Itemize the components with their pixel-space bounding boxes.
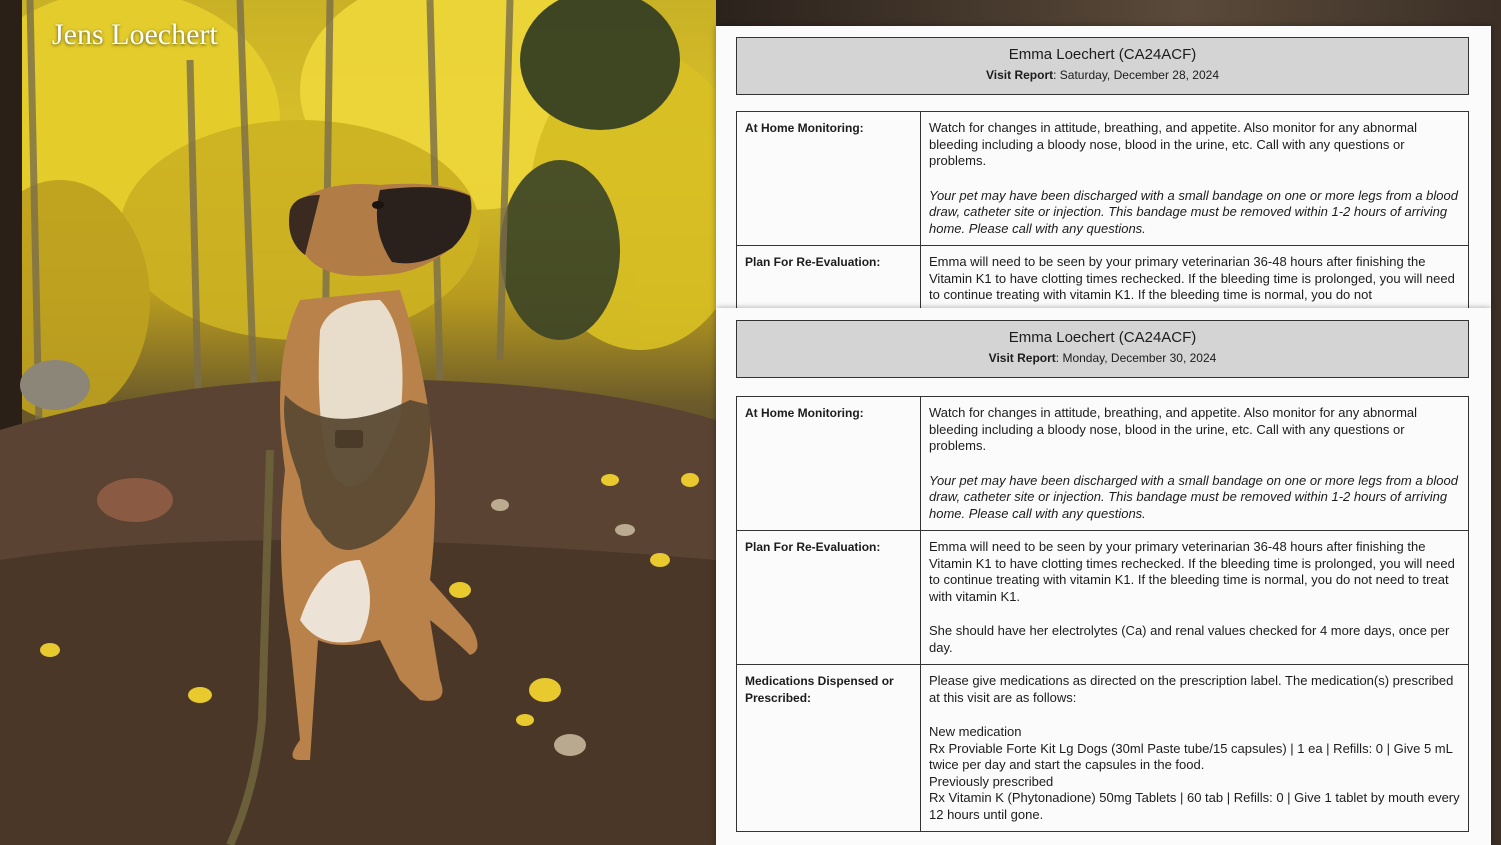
row-label-plan: Plan For Re-Evaluation:	[737, 531, 921, 665]
row-content-plan	[921, 246, 1469, 309]
new-medication-item: Rx Proviable Forte Kit Lg Dogs (30ml Paste tube/15 capsules) | 1 ea | Refills: 0 | Give 5 mL twice per day and start the capsules in the food.	[929, 740, 1453, 772]
row-label-medications: Medications Dispensed or Prescribed:	[737, 665, 921, 832]
table-row	[737, 397, 1469, 531]
photo-credit: Jens Loechert	[52, 18, 218, 51]
row-content-home-monitoring	[921, 112, 1469, 246]
new-medication-heading: New medication	[929, 724, 1022, 739]
visit-report-second	[716, 308, 1491, 845]
bandage-paragraph: Your pet may have been discharged with a small bandage on one or more legs from a blood draw, catheter site or injection. This bandage must be removed within 1-2 hours of arriving home. Please call with any questions.	[929, 187, 1458, 236]
plan-paragraph: Emma will need to be seen by your primary veterinarian 36-48 hours after finishing the Vitamin K1 to have clotting times rechecked. If the bleeding time is prolonged, you will need to continue treating with vitamin K1. If the bleeding time is normal, you do not need to treat with vitamin K1.	[929, 539, 1455, 604]
table-row	[737, 531, 1469, 665]
medications-intro: Please give medications as directed on the prescription label. The medication(s) prescribed at this visit are as follows:	[929, 673, 1454, 705]
table-row	[737, 112, 1469, 246]
row-content-plan	[921, 531, 1469, 665]
photo-illustration	[0, 0, 716, 845]
table-row	[737, 246, 1469, 309]
row-content-medications	[921, 665, 1469, 832]
electrolytes-paragraph: She should have her electrolytes (Ca) and renal values checked for 4 more days, once per day.	[929, 623, 1450, 655]
plan-paragraph: Emma will need to be seen by your primary veterinarian 36-48 hours after finishing the Vitamin K1 to have clotting times rechecked. If the bleeding time is prolonged, you will need to continue treating with vitamin K1. If the bleeding time is normal, you do not	[929, 254, 1455, 302]
row-label-home-monitoring: At Home Monitoring:	[737, 397, 921, 531]
dog-photo	[0, 0, 716, 845]
report-header	[736, 37, 1469, 95]
row-content-home-monitoring	[921, 397, 1469, 531]
home-paragraph: Watch for changes in attitude, breathing, and appetite. Also monitor for any abnormal bleeding including a bloody nose, blood in the urine, etc. Call with any questions or problems.	[929, 405, 1418, 453]
row-label-home-monitoring: At Home Monitoring:	[737, 112, 921, 246]
row-label-plan: Plan For Re-Evaluation:	[737, 246, 921, 309]
report-table	[736, 396, 1469, 832]
visit-report-first	[716, 26, 1491, 308]
patient-name: Emma Loechert (CA24ACF)	[1008, 46, 1197, 63]
bandage-paragraph: Your pet may have been discharged with a small bandage on one or more legs from a blood draw, catheter site or injection. This bandage must be removed within 1-2 hours of arriving home. Please call with any questions.	[929, 472, 1458, 521]
home-paragraph: Watch for changes in attitude, breathing, and appetite. Also monitor for any abnormal bleeding including a bloody nose, blood in the urine, etc. Call with any questions or problems.	[929, 120, 1418, 168]
previous-medication-heading: Previously prescribed	[929, 773, 1054, 789]
report-table	[736, 111, 1469, 308]
visit-date: Visit Report: Saturday, December 28, 2024	[986, 68, 1219, 82]
visit-date: Visit Report: Monday, December 30, 2024	[988, 351, 1217, 365]
previous-medication-item: Rx Vitamin K (Phytonadione) 50mg Tablets | 60 tab | Refills: 0 | Give 1 tablet by mouth every 12 hours until gone.	[929, 790, 1460, 822]
table-row	[737, 665, 1469, 832]
report-header	[736, 320, 1469, 378]
patient-name: Emma Loechert (CA24ACF)	[1008, 329, 1197, 346]
